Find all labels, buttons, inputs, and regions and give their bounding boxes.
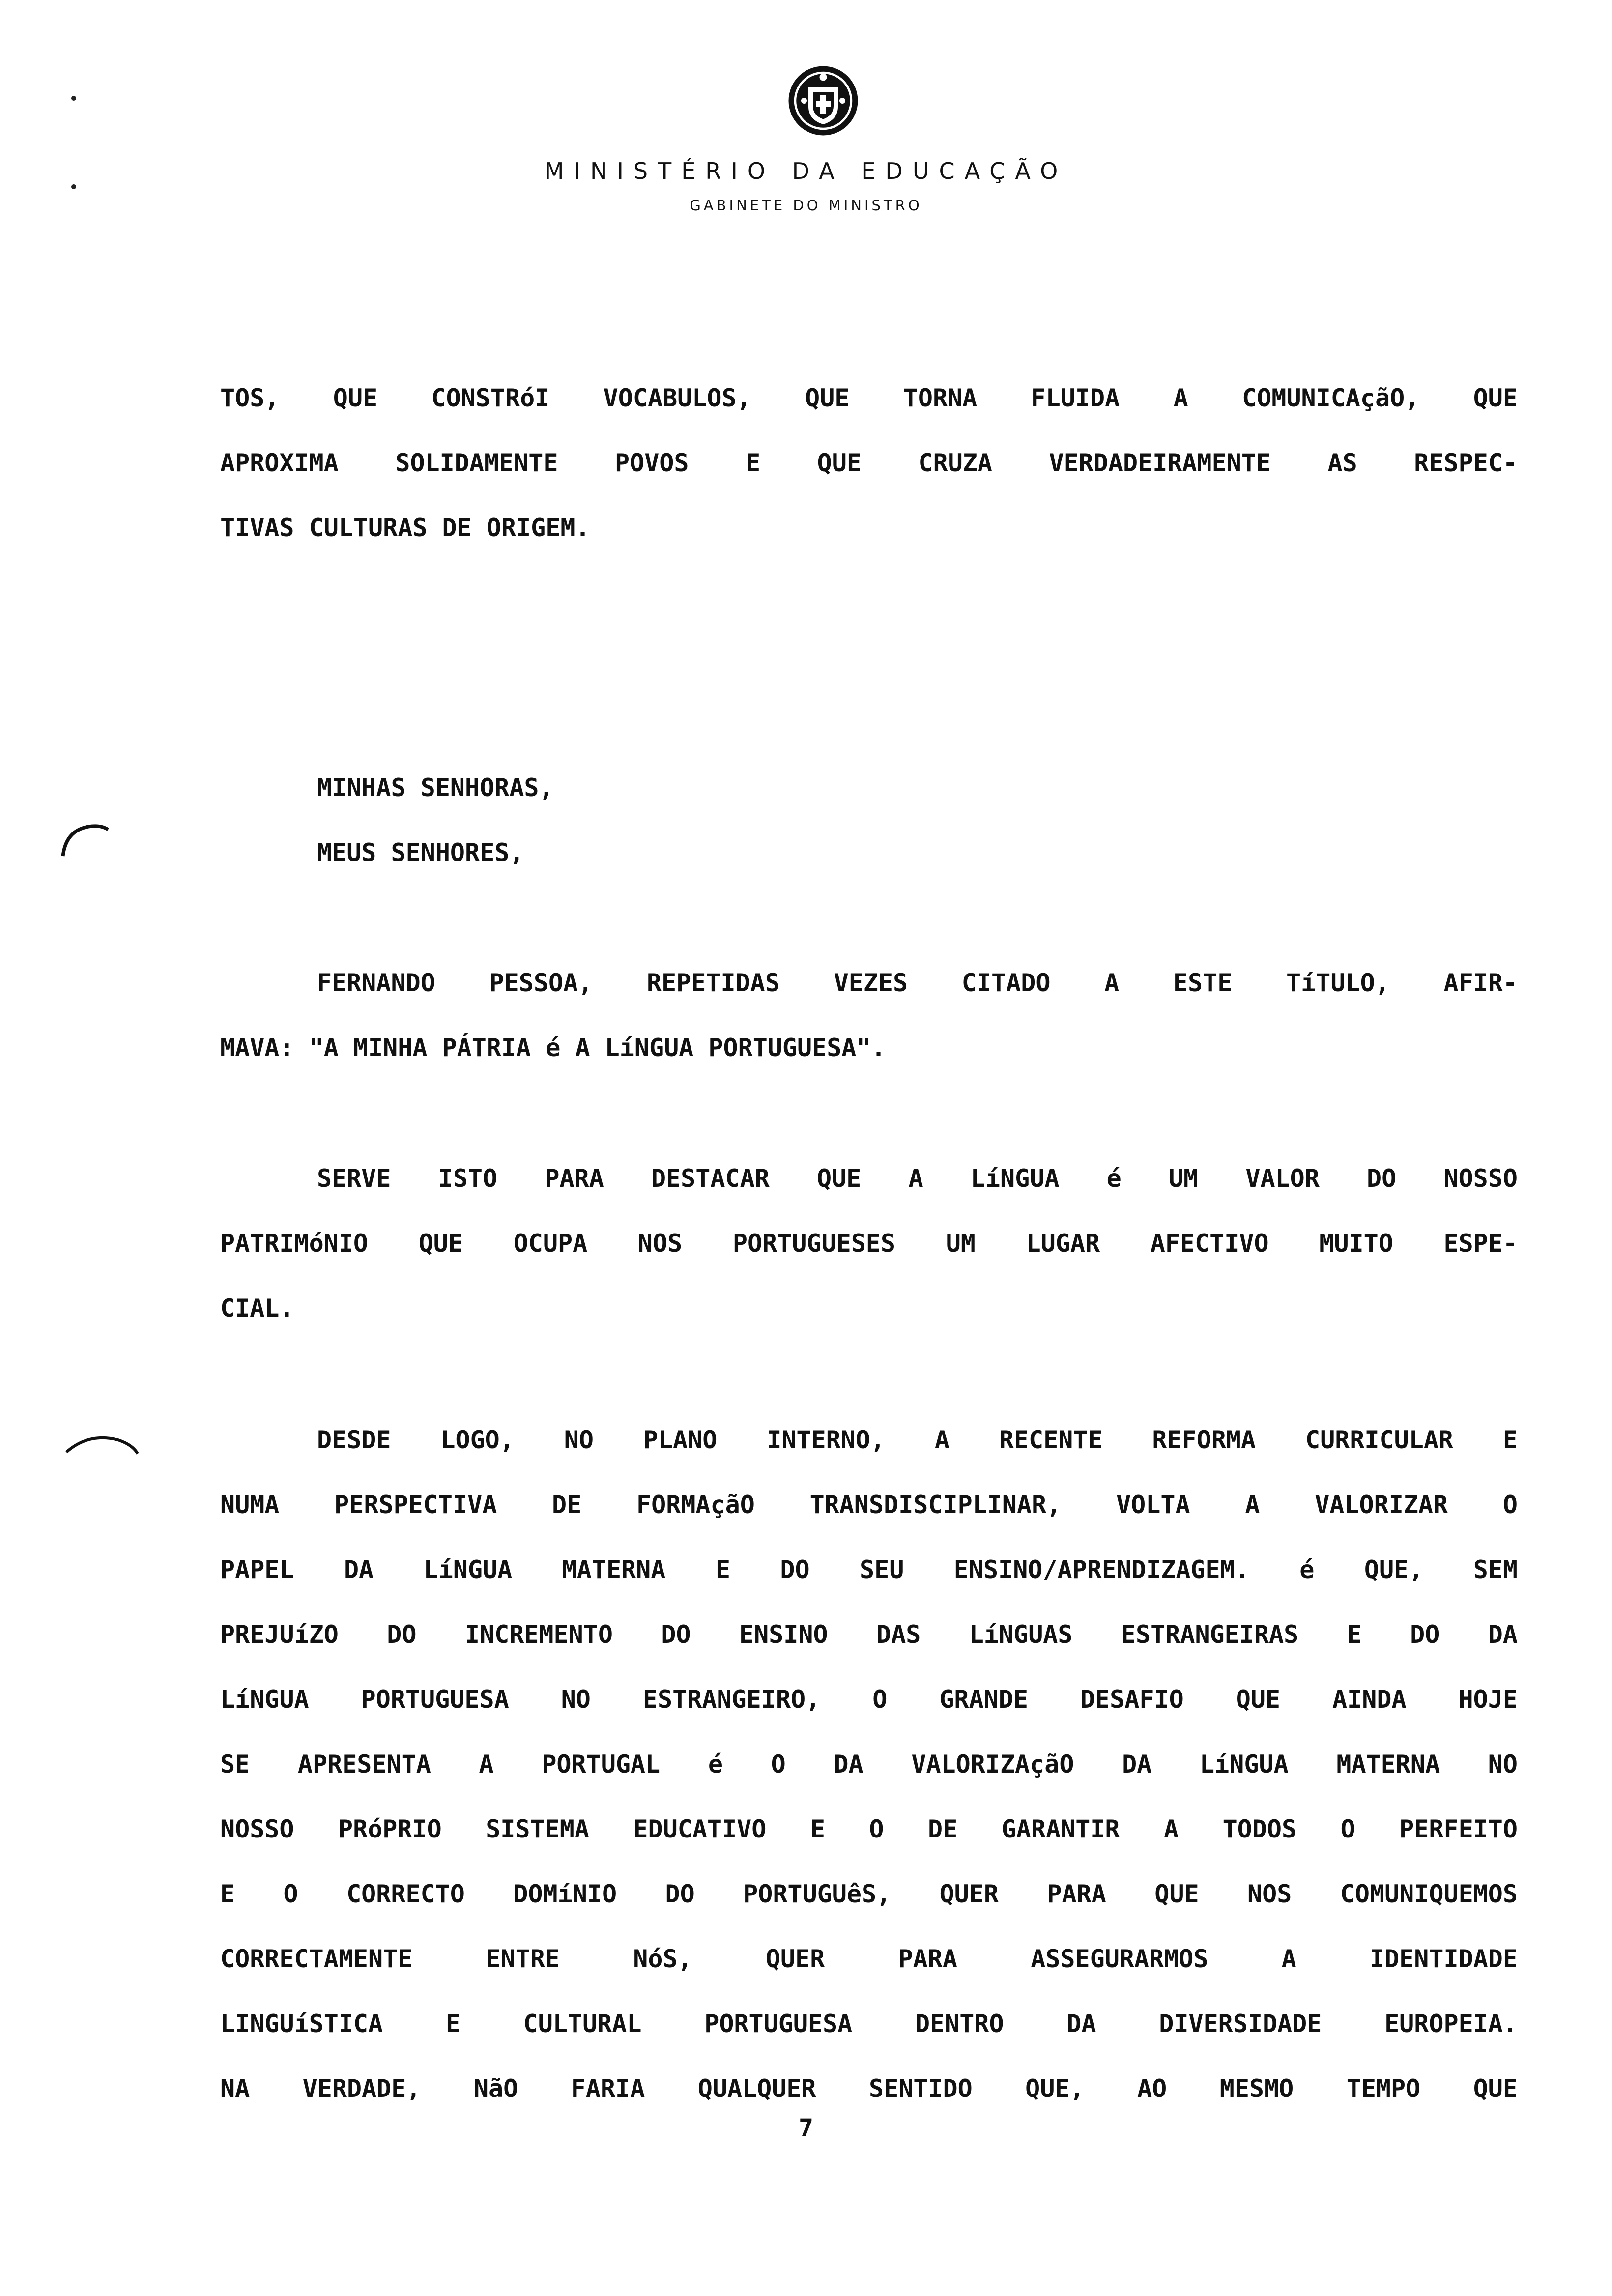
body-line: NUMA PERSPECTIVA DE FORMAçãO TRANSDISCIPLINAR, VOLTA A VALORIZAR O xyxy=(220,1491,1518,1519)
body-line: APROXIMA SOLIDAMENTE POVOS E QUE CRUZA VERDADEIRAMENTE AS RESPEC- xyxy=(220,449,1518,477)
body-line: LINGUíSTICA E CULTURAL PORTUGUESA DENTRO DA DIVERSIDADE EUROPEIA. xyxy=(220,2009,1518,2038)
body-line: CIAL. xyxy=(220,1294,294,1322)
scan-dot-mark xyxy=(69,93,79,103)
body-line: TOS, QUE CONSTRóI VOCABULOS, QUE TORNA FLUIDA A COMUNICAçãO, QUE xyxy=(220,384,1518,412)
body-line: NA VERDADE, NãO FARIA QUALQUER SENTIDO QUE, AO MESMO TEMPO QUE xyxy=(220,2074,1518,2103)
salutation-line: MINHAS SENHORAS, xyxy=(317,774,554,802)
body-line: E O CORRECTO DOMíNIO DO PORTUGUêS, QUER PARA QUE NOS COMUNIQUEMOS xyxy=(220,1880,1518,1908)
salutation-line: MEUS SENHORES, xyxy=(317,838,524,867)
body-line: LíNGUA PORTUGUESA NO ESTRANGEIRO, O GRANDE DESAFIO QUE AINDA HOJE xyxy=(220,1685,1518,1714)
body-line: NOSSO PRóPRIO SISTEMA EDUCATIVO E O DE GARANTIR A TODOS O PERFEITO xyxy=(220,1815,1518,1843)
body-line: PATRIMóNIO QUE OCUPA NOS PORTUGUESES UM LUGAR AFECTIVO MUITO ESPE- xyxy=(220,1229,1518,1258)
body-line: SE APRESENTA A PORTUGAL é O DA VALORIZAçãO DA LíNGUA MATERNA NO xyxy=(220,1750,1518,1779)
ministry-name: MINISTÉRIO DA EDUCAÇÃO xyxy=(544,158,1068,184)
body-line: SERVE ISTO PARA DESTACAR QUE A LíNGUA é UM VALOR DO NOSSO xyxy=(317,1164,1518,1193)
body-line: FERNANDO PESSOA, REPETIDAS VEZES CITADO A ESTE TíTULO, AFIR- xyxy=(317,969,1518,997)
cabinet-name: GABINETE DO MINISTRO xyxy=(690,197,922,214)
scan-curve-mark xyxy=(59,816,113,860)
body-line: TIVAS CULTURAS DE ORIGEM. xyxy=(220,514,590,542)
scan-dot-mark xyxy=(69,182,79,192)
page-number: 7 xyxy=(798,2114,814,2142)
body-line: PAPEL DA LíNGUA MATERNA E DO SEU ENSINO/APRENDIZAGEM. é QUE, SEM xyxy=(220,1555,1518,1584)
scan-curve-mark xyxy=(64,1430,143,1460)
body-line: PREJUíZO DO INCREMENTO DO ENSINO DAS LíNGUAS ESTRANGEIRAS E DO DA xyxy=(220,1620,1518,1649)
body-line: CORRECTAMENTE ENTRE NóS, QUER PARA ASSEGURARMOS A IDENTIDADE xyxy=(220,1945,1518,1973)
body-line: MAVA: "A MINHA PÁTRIA é A LíNGUA PORTUGUESA". xyxy=(220,1033,886,1062)
body-line: DESDE LOGO, NO PLANO INTERNO, A RECENTE REFORMA CURRICULAR E xyxy=(317,1426,1518,1454)
coat-of-arms-seal-icon xyxy=(786,64,860,138)
